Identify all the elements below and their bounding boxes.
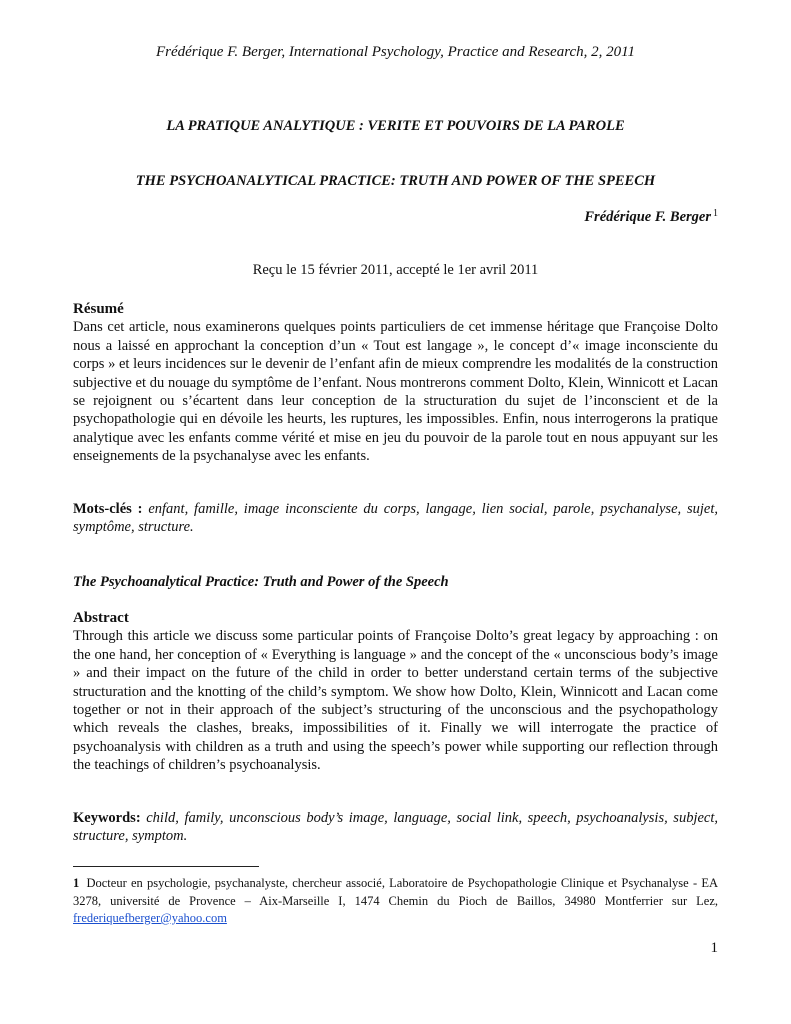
abstract-heading: Abstract	[73, 610, 129, 626]
keywords-text: child, family, unconscious body’s image, language, social link, speech, psychoanalysis, subject, structure, symptom.	[73, 810, 718, 845]
footnote-divider	[73, 866, 259, 867]
resume-body: Dans cet article, nous examinerons quelques points particuliers de cet immense héritage que Françoise Dolto nous a laissé en approchant la conception d’un « Tout est langage », le concept d’« image inconsciente du corps » et leurs incidences sur le devenir de l’enfant afin de mieux comprendre les modalités de la construction subjective et du nouage du symptôme de l’enfant. Nous montrerons comment Dolto, Klein, Winnicott et Lacan se rejoignent ou s’écartent dans leur conception de la structuration du sujet de l’inconscient et de la psychopathologie qui en dévoile les heurts, les ruptures, les impossibles. Enfin, nous interrogerons la pratique analytique avec les enfants comme vérité et mise en jeu du pouvoir de la parole tout en nous appuyant sur les enseignements de la psychanalyse avec les enfants.	[73, 319, 718, 465]
resume-section	[73, 300, 718, 466]
mots-cles-label: Mots-clés :	[73, 501, 143, 517]
page-number: 1	[710, 940, 718, 956]
title-french: LA PRATIQUE ANALYTIQUE : VERITE ET POUVOIRS DE LA PAROLE	[166, 118, 625, 134]
author-line	[584, 208, 718, 226]
footnote-mark: 1	[73, 876, 80, 890]
keywords	[73, 809, 718, 846]
author-email-link[interactable]: frederiquefberger@yahoo.com	[73, 911, 227, 925]
mots-cles	[73, 500, 718, 537]
footnote	[73, 875, 718, 928]
running-head: Frédérique F. Berger, International Psychology, Practice and Research, 2, 2011	[155, 44, 636, 60]
title-english: THE PSYCHOANALYTICAL PRACTICE: TRUTH AND POWER OF THE SPEECH	[135, 173, 656, 189]
author-name: Frédérique F. Berger	[584, 209, 711, 225]
received-date: Reçu le 15 février 2011, accepté le 1er avril 2011	[252, 262, 539, 278]
author-footnote-mark[interactable]: 1	[713, 208, 718, 219]
abstract-section	[73, 609, 718, 775]
english-title-block	[73, 573, 718, 591]
keywords-label: Keywords:	[73, 810, 141, 826]
resume-heading: Résumé	[73, 301, 124, 317]
english-subtitle: The Psychoanalytical Practice: Truth and Power of the Speech	[73, 574, 449, 590]
abstract-body: Through this article we discuss some particular points of Françoise Dolto’s great legacy by approaching : on the one hand, her conception of « Everything is language » and the concept of the « unconscious body’s image » and their impact on the future of the child in order to better understand certain terms of the subjective structuration and the knotting of the child’s symptom. We show how Dolto, Klein, Winnicott and Lacan come together or not in their approach of the subject’s structuring of the unconscious and the psychopathology which reveals the clashes, breaks, impossibilities of it. Finally we will interrogate the practice of psychoanalysis with children as a truth and using the speech’s power while supporting our reflection through the teachings of children’s psychoanalysis.	[73, 628, 718, 774]
footnote-text: Docteur en psychologie, psychanalyste, chercheur associé, Laboratoire de Psychopathologie Clinique et Psychanalyse - EA 3278, université de Provence – Aix-Marseille I, 1474 Chemin du Pioch de Baillos, 34980 Montferrier sur Lez,	[73, 876, 719, 908]
mots-cles-text: enfant, famille, image inconsciente du corps, langage, lien social, parole, psychanalyse, sujet, symptôme, structure.	[73, 501, 719, 536]
